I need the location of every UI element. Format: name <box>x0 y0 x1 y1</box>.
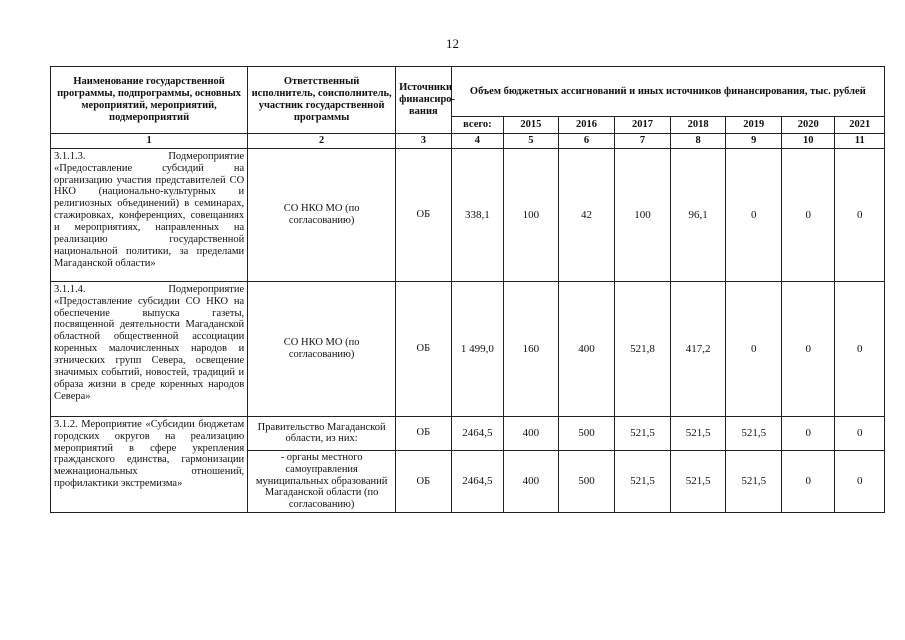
column-number: 10 <box>782 134 835 149</box>
row-value: 417,2 <box>670 281 726 416</box>
column-number: 1 <box>51 134 248 149</box>
row-value: 521,5 <box>615 450 671 512</box>
row-value: 400 <box>504 416 559 450</box>
header-total: всего: <box>451 117 503 134</box>
row-value: 96,1 <box>670 148 726 281</box>
row-source: ОБ <box>396 281 452 416</box>
row-total: 1 499,0 <box>451 281 503 416</box>
header-year: 2016 <box>558 117 615 134</box>
row-value: 0 <box>835 416 885 450</box>
column-number: 3 <box>396 134 452 149</box>
row-value: 500 <box>558 416 615 450</box>
row-executor: - органы местного самоуправления муниципальных образований Магаданской области (по согласованию) <box>248 450 396 512</box>
row-value: 0 <box>782 416 835 450</box>
header-year: 2015 <box>504 117 559 134</box>
row-value: 521,5 <box>726 450 782 512</box>
row-value: 0 <box>782 281 835 416</box>
column-number: 2 <box>248 134 396 149</box>
row-value: 521,5 <box>615 416 671 450</box>
row-value: 400 <box>504 450 559 512</box>
row-value: 521,5 <box>726 416 782 450</box>
column-number: 6 <box>558 134 615 149</box>
table-row <box>51 281 885 416</box>
row-total: 338,1 <box>451 148 503 281</box>
column-number: 9 <box>726 134 782 149</box>
budget-table <box>50 66 885 513</box>
row-value: 100 <box>504 148 559 281</box>
row-value: 0 <box>726 281 782 416</box>
row-value: 521,5 <box>670 450 726 512</box>
header-year: 2019 <box>726 117 782 134</box>
column-number: 5 <box>504 134 559 149</box>
row-executor: СО НКО МО (по согласованию) <box>248 148 396 281</box>
header-name: Наименование государственной программы, подпрограммы, основных мероприятий, мероприятий, подмероприятий <box>51 67 248 134</box>
row-total: 2464,5 <box>451 416 503 450</box>
table-row <box>51 148 885 281</box>
row-value: 160 <box>504 281 559 416</box>
row-value: 0 <box>835 450 885 512</box>
row-value: 521,5 <box>670 416 726 450</box>
column-number: 7 <box>615 134 671 149</box>
row-value: 100 <box>615 148 671 281</box>
header-year: 2017 <box>615 117 671 134</box>
header-volume: Объем бюджетных ассигнований и иных источников финансирования, тыс. рублей <box>451 67 884 117</box>
row-value: 0 <box>835 148 885 281</box>
column-number: 4 <box>451 134 503 149</box>
header-sources: Источники финансиро-вания <box>396 67 452 134</box>
header-executor: Ответственный исполнитель, соисполнитель, участник государственной программы <box>248 67 396 134</box>
row-source: ОБ <box>396 450 452 512</box>
table-row <box>51 416 885 450</box>
row-total: 2464,5 <box>451 450 503 512</box>
row-value: 521,8 <box>615 281 671 416</box>
row-value: 400 <box>558 281 615 416</box>
row-name: 3.1.1.4. Подмероприятие «Предоставление субсидии СО НКО на обеспечение выпуска газеты, посвященной деятельности Магаданской областной общественной ассоциации коренных малочисленных народов и этнических групп Севера, освещение значимых событий, новостей, традиций и образа жизни в среде коренных народов Севера» <box>51 281 248 416</box>
row-source: ОБ <box>396 148 452 281</box>
row-value: 42 <box>558 148 615 281</box>
row-name: 3.1.2. Мероприятие «Субсидии бюджетам городских округов на реализацию мероприятий в сфере укрепления гражданского единства, гармонизации межнациональных отношений, профилактики экстремизма» <box>51 416 248 512</box>
row-executor: СО НКО МО (по согласованию) <box>248 281 396 416</box>
row-value: 0 <box>726 148 782 281</box>
row-value: 0 <box>782 148 835 281</box>
row-value: 0 <box>782 450 835 512</box>
row-value: 500 <box>558 450 615 512</box>
row-value: 0 <box>835 281 885 416</box>
row-source: ОБ <box>396 416 452 450</box>
column-number-row <box>51 134 885 149</box>
header-year: 2020 <box>782 117 835 134</box>
column-number: 8 <box>670 134 726 149</box>
row-name: 3.1.1.3. Подмероприятие «Предоставление субсидий на организацию участия представителей СО НКО (национально-культурных и религиозных объединений) в семинарах, стажировках, конференциях, совещаниях и мероприятиях, направленных на реализацию государственной национальной политики, за пределами Магаданской области» <box>51 148 248 281</box>
header-year: 2021 <box>835 117 885 134</box>
page-number: 12 <box>446 36 459 51</box>
header-year: 2018 <box>670 117 726 134</box>
column-number: 11 <box>835 134 885 149</box>
row-executor: Правительство Магаданской области, из них: <box>248 416 396 450</box>
